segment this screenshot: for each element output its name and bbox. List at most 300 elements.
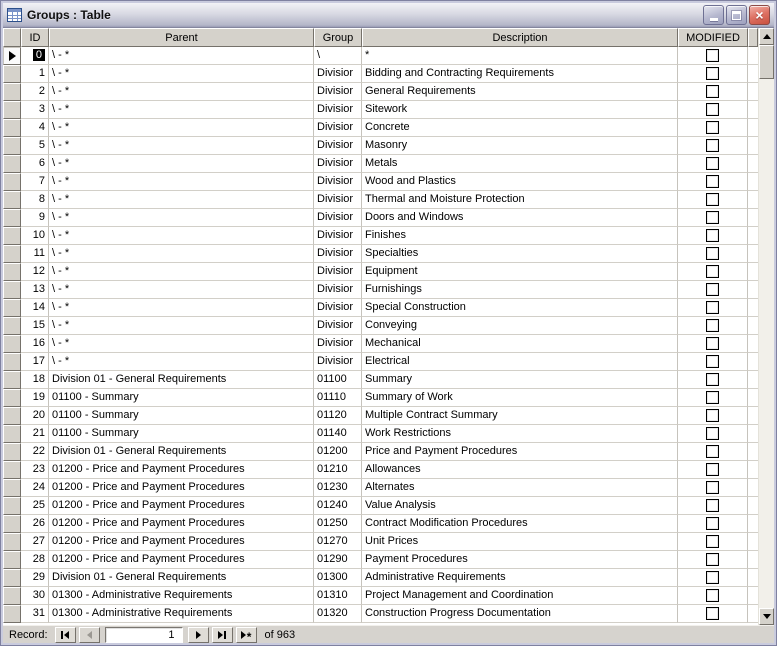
- modified-checkbox[interactable]: [706, 499, 719, 512]
- cell-parent[interactable]: 01300 - Administrative Requirements: [49, 587, 314, 605]
- scrollbar-track[interactable]: [759, 79, 774, 608]
- modified-checkbox[interactable]: [706, 409, 719, 422]
- row-filler: [748, 479, 758, 497]
- vertical-scrollbar[interactable]: [758, 28, 774, 625]
- cell-description[interactable]: Contract Modification Procedures: [362, 515, 678, 533]
- modified-checkbox[interactable]: [706, 607, 719, 620]
- column-header-filler: [748, 28, 758, 47]
- cell-id[interactable]: 30: [21, 587, 49, 605]
- cell-group[interactable]: 01230: [314, 479, 362, 497]
- cell-id[interactable]: 0: [21, 47, 49, 65]
- cell-id[interactable]: 9: [21, 209, 49, 227]
- arrow-left-icon: [64, 631, 69, 639]
- row-filler: [748, 47, 758, 65]
- cell-id[interactable]: 11: [21, 245, 49, 263]
- new-record-icon: *: [246, 629, 252, 643]
- cell-group[interactable]: Divisior: [314, 317, 362, 335]
- row-selector[interactable]: [3, 83, 21, 101]
- row-filler: [748, 443, 758, 461]
- cell-group[interactable]: 01310: [314, 587, 362, 605]
- table-row: [3, 569, 758, 587]
- cell-group[interactable]: 01100: [314, 371, 362, 389]
- cell-modified: [678, 425, 748, 443]
- cell-description[interactable]: Special Construction: [362, 299, 678, 317]
- column-header-Description[interactable]: Description: [362, 28, 678, 47]
- cell-id[interactable]: 21: [21, 425, 49, 443]
- modified-checkbox[interactable]: [706, 229, 719, 242]
- modified-checkbox[interactable]: [706, 301, 719, 314]
- row-filler: [748, 83, 758, 101]
- cell-modified: [678, 101, 748, 119]
- cell-description[interactable]: Unit Prices: [362, 533, 678, 551]
- cell-description[interactable]: Mechanical: [362, 335, 678, 353]
- cell-group[interactable]: Divisior: [314, 137, 362, 155]
- row-selector[interactable]: [3, 209, 21, 227]
- row-selector[interactable]: [3, 533, 21, 551]
- cell-description[interactable]: Equipment: [362, 263, 678, 281]
- row-selector[interactable]: [3, 281, 21, 299]
- modified-checkbox[interactable]: [706, 67, 719, 80]
- cell-group[interactable]: Divisior: [314, 65, 362, 83]
- cell-id[interactable]: 3: [21, 101, 49, 119]
- cell-id[interactable]: 5: [21, 137, 49, 155]
- column-header-MODIFIED[interactable]: MODIFIED: [678, 28, 748, 47]
- row-filler: [748, 65, 758, 83]
- cell-group[interactable]: Divisior: [314, 191, 362, 209]
- window-title: Groups : Table: [27, 8, 111, 22]
- row-filler: [748, 389, 758, 407]
- title-bar[interactable]: [3, 3, 774, 28]
- cell-group[interactable]: Divisior: [314, 245, 362, 263]
- modified-checkbox[interactable]: [706, 373, 719, 386]
- row-selector[interactable]: [3, 191, 21, 209]
- row-filler: [748, 209, 758, 227]
- cell-id[interactable]: 1: [21, 65, 49, 83]
- cell-description[interactable]: Multiple Contract Summary: [362, 407, 678, 425]
- table-row: [3, 173, 758, 191]
- cell-id[interactable]: 10: [21, 227, 49, 245]
- cell-modified: [678, 335, 748, 353]
- cell-parent[interactable]: 01200 - Price and Payment Procedures: [49, 515, 314, 533]
- row-filler: [748, 263, 758, 281]
- cell-parent[interactable]: \ - *: [49, 65, 314, 83]
- cell-id[interactable]: 14: [21, 299, 49, 317]
- cell-group[interactable]: Divisior: [314, 83, 362, 101]
- modified-checkbox[interactable]: [706, 247, 719, 260]
- cell-parent[interactable]: 01100 - Summary: [49, 425, 314, 443]
- cell-modified: [678, 533, 748, 551]
- modified-checkbox[interactable]: [706, 49, 719, 62]
- row-filler: [748, 407, 758, 425]
- table-row: [3, 587, 758, 605]
- row-selector[interactable]: [3, 119, 21, 137]
- row-selector[interactable]: [3, 155, 21, 173]
- maximize-icon: [732, 11, 741, 20]
- row-selector[interactable]: [3, 137, 21, 155]
- cell-parent[interactable]: \ - *: [49, 47, 314, 65]
- column-header-Group[interactable]: Group: [314, 28, 362, 47]
- row-filler: [748, 569, 758, 587]
- arrow-right-icon: [196, 631, 201, 639]
- cell-parent[interactable]: Division 01 - General Requirements: [49, 569, 314, 587]
- cell-group[interactable]: 01200: [314, 443, 362, 461]
- column-header-Parent[interactable]: Parent: [49, 28, 314, 47]
- row-selector[interactable]: [3, 245, 21, 263]
- cell-description[interactable]: Finishes: [362, 227, 678, 245]
- modified-checkbox[interactable]: [706, 517, 719, 530]
- arrow-down-icon: [763, 614, 771, 619]
- cell-description[interactable]: Sitework: [362, 101, 678, 119]
- cell-parent[interactable]: 01200 - Price and Payment Procedures: [49, 479, 314, 497]
- cell-description[interactable]: Administrative Requirements: [362, 569, 678, 587]
- cell-group[interactable]: 01270: [314, 533, 362, 551]
- row-filler: [748, 101, 758, 119]
- scrollbar-thumb[interactable]: [759, 45, 774, 79]
- cell-parent[interactable]: Division 01 - General Requirements: [49, 443, 314, 461]
- row-selector[interactable]: [3, 227, 21, 245]
- cell-group[interactable]: 01120: [314, 407, 362, 425]
- cell-description[interactable]: Masonry: [362, 137, 678, 155]
- arrow-left-icon: [87, 631, 92, 639]
- cell-group[interactable]: Divisior: [314, 263, 362, 281]
- row-selector[interactable]: [3, 551, 21, 569]
- cell-description[interactable]: Bidding and Contracting Requirements: [362, 65, 678, 83]
- row-selector[interactable]: [3, 353, 21, 371]
- cell-parent[interactable]: \ - *: [49, 263, 314, 281]
- cell-modified: [678, 353, 748, 371]
- cell-parent[interactable]: \ - *: [49, 299, 314, 317]
- maximize-button[interactable]: [726, 5, 747, 25]
- record-navigator: [3, 625, 774, 643]
- cell-parent[interactable]: 01200 - Price and Payment Procedures: [49, 533, 314, 551]
- minimize-button[interactable]: [703, 5, 724, 25]
- cell-group[interactable]: \: [314, 47, 362, 65]
- table-row: [3, 317, 758, 335]
- cell-group[interactable]: Divisior: [314, 227, 362, 245]
- cell-description[interactable]: Thermal and Moisture Protection: [362, 191, 678, 209]
- cell-parent[interactable]: 01200 - Price and Payment Procedures: [49, 497, 314, 515]
- row-selector[interactable]: [3, 461, 21, 479]
- cell-modified: [678, 65, 748, 83]
- previous-record-button[interactable]: [79, 627, 100, 643]
- cell-modified: [678, 551, 748, 569]
- current-record-arrow-icon: [9, 51, 16, 61]
- cell-id[interactable]: 19: [21, 389, 49, 407]
- cell-description[interactable]: Payment Procedures: [362, 551, 678, 569]
- cell-modified: [678, 119, 748, 137]
- cell-group[interactable]: 01320: [314, 605, 362, 623]
- cell-id[interactable]: 6: [21, 155, 49, 173]
- cell-group[interactable]: 01140: [314, 425, 362, 443]
- next-record-button[interactable]: [188, 627, 209, 643]
- table-row: [3, 155, 758, 173]
- row-selector[interactable]: [3, 497, 21, 515]
- modified-checkbox[interactable]: [706, 481, 719, 494]
- cell-modified: [678, 389, 748, 407]
- modified-checkbox[interactable]: [706, 175, 719, 188]
- new-record-button[interactable]: [236, 627, 257, 643]
- row-selector[interactable]: [3, 425, 21, 443]
- cell-id[interactable]: 29: [21, 569, 49, 587]
- cell-description[interactable]: Price and Payment Procedures: [362, 443, 678, 461]
- cell-parent[interactable]: \ - *: [49, 353, 314, 371]
- cell-group[interactable]: Divisior: [314, 155, 362, 173]
- grid-area: [3, 28, 758, 625]
- cell-description[interactable]: Work Restrictions: [362, 425, 678, 443]
- cell-modified: [678, 479, 748, 497]
- cell-id[interactable]: 4: [21, 119, 49, 137]
- cell-group[interactable]: 01110: [314, 389, 362, 407]
- cell-modified: [678, 209, 748, 227]
- cell-parent[interactable]: \ - *: [49, 245, 314, 263]
- cell-description[interactable]: Value Analysis: [362, 497, 678, 515]
- cell-group[interactable]: 01290: [314, 551, 362, 569]
- row-selector[interactable]: [3, 515, 21, 533]
- modified-checkbox[interactable]: [706, 337, 719, 350]
- modified-checkbox[interactable]: [706, 283, 719, 296]
- last-record-button[interactable]: [212, 627, 233, 643]
- row-selector[interactable]: [3, 605, 21, 623]
- row-selector[interactable]: [3, 299, 21, 317]
- modified-checkbox[interactable]: [706, 463, 719, 476]
- cell-id[interactable]: 27: [21, 533, 49, 551]
- arrow-right-icon: [241, 631, 246, 639]
- row-selector[interactable]: [3, 407, 21, 425]
- modified-checkbox[interactable]: [706, 193, 719, 206]
- cell-description[interactable]: Electrical: [362, 353, 678, 371]
- cell-description[interactable]: General Requirements: [362, 83, 678, 101]
- cell-parent[interactable]: \ - *: [49, 101, 314, 119]
- cell-modified: [678, 227, 748, 245]
- cell-parent[interactable]: \ - *: [49, 137, 314, 155]
- modified-checkbox[interactable]: [706, 319, 719, 332]
- row-filler: [748, 551, 758, 569]
- cell-id[interactable]: 24: [21, 479, 49, 497]
- cell-modified: [678, 515, 748, 533]
- cell-id[interactable]: 23: [21, 461, 49, 479]
- cell-group[interactable]: 01250: [314, 515, 362, 533]
- cell-group[interactable]: Divisior: [314, 119, 362, 137]
- cell-parent[interactable]: Division 01 - General Requirements: [49, 371, 314, 389]
- row-selector[interactable]: [3, 569, 21, 587]
- row-selector[interactable]: [3, 389, 21, 407]
- cell-modified: [678, 317, 748, 335]
- cell-group[interactable]: Divisior: [314, 209, 362, 227]
- table-row: [3, 443, 758, 461]
- table-row: [3, 533, 758, 551]
- row-selector[interactable]: [3, 65, 21, 83]
- modified-checkbox[interactable]: [706, 139, 719, 152]
- table-row: [3, 263, 758, 281]
- cell-description[interactable]: Summary: [362, 371, 678, 389]
- cell-description[interactable]: Project Management and Coordination: [362, 587, 678, 605]
- table-row: [3, 83, 758, 101]
- cell-id[interactable]: 13: [21, 281, 49, 299]
- row-filler: [748, 497, 758, 515]
- row-selector[interactable]: [3, 263, 21, 281]
- cell-id[interactable]: 25: [21, 497, 49, 515]
- cell-id[interactable]: 2: [21, 83, 49, 101]
- modified-checkbox[interactable]: [706, 553, 719, 566]
- cell-description[interactable]: Allowances: [362, 461, 678, 479]
- modified-checkbox[interactable]: [706, 535, 719, 548]
- cell-id[interactable]: 17: [21, 353, 49, 371]
- modified-checkbox[interactable]: [706, 211, 719, 224]
- cell-parent[interactable]: \ - *: [49, 227, 314, 245]
- datasheet: [3, 28, 774, 625]
- cell-id[interactable]: 26: [21, 515, 49, 533]
- cell-description[interactable]: Specialties: [362, 245, 678, 263]
- row-selector[interactable]: [3, 173, 21, 191]
- cell-description[interactable]: Concrete: [362, 119, 678, 137]
- modified-checkbox[interactable]: [706, 265, 719, 278]
- modified-checkbox[interactable]: [706, 427, 719, 440]
- cell-parent[interactable]: \ - *: [49, 317, 314, 335]
- modified-checkbox[interactable]: [706, 85, 719, 98]
- modified-checkbox[interactable]: [706, 391, 719, 404]
- cell-description[interactable]: Furnishings: [362, 281, 678, 299]
- cell-group[interactable]: Divisior: [314, 299, 362, 317]
- modified-checkbox[interactable]: [706, 103, 719, 116]
- cell-parent[interactable]: \ - *: [49, 155, 314, 173]
- table-row: [3, 299, 758, 317]
- cell-parent[interactable]: 01300 - Administrative Requirements: [49, 605, 314, 623]
- cell-modified: [678, 281, 748, 299]
- cell-id[interactable]: 31: [21, 605, 49, 623]
- close-button[interactable]: [749, 5, 770, 25]
- cell-modified: [678, 443, 748, 461]
- cell-description[interactable]: Conveying: [362, 317, 678, 335]
- arrow-right-icon: [218, 631, 223, 639]
- cell-group[interactable]: Divisior: [314, 281, 362, 299]
- modified-checkbox[interactable]: [706, 445, 719, 458]
- cell-id[interactable]: 16: [21, 335, 49, 353]
- table-row: [3, 281, 758, 299]
- row-filler: [748, 137, 758, 155]
- datasheet-table-icon[interactable]: [7, 8, 22, 22]
- cell-parent[interactable]: \ - *: [49, 281, 314, 299]
- table-row: [3, 515, 758, 533]
- first-record-button[interactable]: [55, 627, 76, 643]
- row-filler: [748, 317, 758, 335]
- modified-checkbox[interactable]: [706, 589, 719, 602]
- row-filler: [748, 155, 758, 173]
- row-filler: [748, 227, 758, 245]
- modified-checkbox[interactable]: [706, 121, 719, 134]
- modified-checkbox[interactable]: [706, 157, 719, 170]
- cell-modified: [678, 47, 748, 65]
- cell-group[interactable]: Divisior: [314, 173, 362, 191]
- cell-parent[interactable]: 01100 - Summary: [49, 389, 314, 407]
- table-row: [3, 389, 758, 407]
- table-row: [3, 47, 758, 65]
- cell-parent[interactable]: \ - *: [49, 209, 314, 227]
- row-selector[interactable]: [3, 587, 21, 605]
- modified-checkbox[interactable]: [706, 355, 719, 368]
- close-icon: ×: [755, 7, 764, 23]
- cell-description[interactable]: Metals: [362, 155, 678, 173]
- cell-id[interactable]: 12: [21, 263, 49, 281]
- cell-group[interactable]: Divisior: [314, 353, 362, 371]
- cell-modified: [678, 137, 748, 155]
- scroll-down-button[interactable]: [759, 608, 774, 625]
- table-row: [3, 191, 758, 209]
- cell-modified: [678, 605, 748, 623]
- record-number-input[interactable]: 1: [105, 627, 183, 643]
- cell-group[interactable]: 01240: [314, 497, 362, 515]
- table-row: [3, 245, 758, 263]
- cell-modified: [678, 587, 748, 605]
- cell-modified: [678, 569, 748, 587]
- modified-checkbox[interactable]: [706, 571, 719, 584]
- cell-id[interactable]: 8: [21, 191, 49, 209]
- row-filler: [748, 281, 758, 299]
- cell-id[interactable]: 28: [21, 551, 49, 569]
- cell-parent[interactable]: \ - *: [49, 173, 314, 191]
- table-row: [3, 65, 758, 83]
- row-filler: [748, 299, 758, 317]
- cell-id[interactable]: 22: [21, 443, 49, 461]
- cell-id[interactable]: 20: [21, 407, 49, 425]
- table-row: [3, 101, 758, 119]
- cell-parent[interactable]: 01200 - Price and Payment Procedures: [49, 461, 314, 479]
- cell-description[interactable]: Doors and Windows: [362, 209, 678, 227]
- table-row: [3, 605, 758, 623]
- cell-parent[interactable]: 01200 - Price and Payment Procedures: [49, 551, 314, 569]
- row-filler: [748, 173, 758, 191]
- first-record-icon: [61, 631, 63, 639]
- window-content: [3, 28, 774, 643]
- cell-group[interactable]: 01300: [314, 569, 362, 587]
- cell-parent[interactable]: \ - *: [49, 335, 314, 353]
- row-selector[interactable]: [3, 443, 21, 461]
- record-count-label: of 963: [264, 628, 296, 641]
- cell-description[interactable]: Summary of Work: [362, 389, 678, 407]
- row-selector[interactable]: [3, 479, 21, 497]
- row-selector[interactable]: [3, 317, 21, 335]
- cell-description[interactable]: *: [362, 47, 678, 65]
- cell-group[interactable]: Divisior: [314, 335, 362, 353]
- cell-id[interactable]: 15: [21, 317, 49, 335]
- row-selector[interactable]: [3, 47, 21, 65]
- table-row: [3, 371, 758, 389]
- cell-description[interactable]: Wood and Plastics: [362, 173, 678, 191]
- cell-description[interactable]: Construction Progress Documentation: [362, 605, 678, 623]
- table-row: [3, 227, 758, 245]
- table-row: [3, 407, 758, 425]
- table-row: [3, 209, 758, 227]
- cell-modified: [678, 191, 748, 209]
- cell-parent[interactable]: \ - *: [49, 119, 314, 137]
- cell-parent[interactable]: 01100 - Summary: [49, 407, 314, 425]
- scroll-up-button[interactable]: [759, 28, 774, 45]
- cell-group[interactable]: Divisior: [314, 101, 362, 119]
- cell-parent[interactable]: \ - *: [49, 83, 314, 101]
- cell-parent[interactable]: \ - *: [49, 191, 314, 209]
- column-header-selector[interactable]: [3, 28, 21, 47]
- cell-modified: [678, 263, 748, 281]
- row-selector[interactable]: [3, 101, 21, 119]
- column-header-ID[interactable]: ID: [21, 28, 49, 47]
- row-selector[interactable]: [3, 335, 21, 353]
- cell-description[interactable]: Alternates: [362, 479, 678, 497]
- row-filler: [748, 461, 758, 479]
- cell-id[interactable]: 7: [21, 173, 49, 191]
- table-body: [3, 47, 758, 625]
- row-selector[interactable]: [3, 371, 21, 389]
- cell-group[interactable]: 01210: [314, 461, 362, 479]
- cell-id[interactable]: 18: [21, 371, 49, 389]
